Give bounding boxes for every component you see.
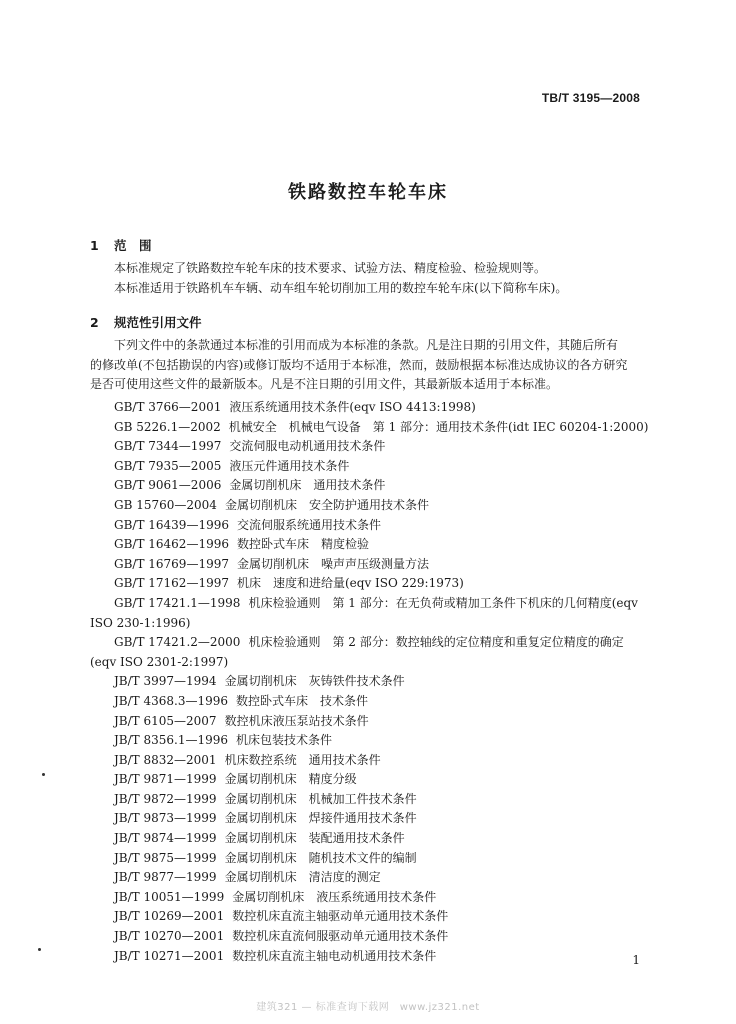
reference-title: 数控机床直流主轴电动机通用技术条件 [232,948,437,963]
reference-title: 液压元件通用技术条件 [229,458,350,473]
reference-code: JB/T 8356.1—1996 [114,733,229,748]
reference-title: 机床 速度和进给量(eqv ISO 229:1973) [236,576,464,591]
reference-title: 金属切削机床 液压系统通用技术条件 [232,889,437,904]
reference-title: 机床包装技术条件 [236,733,333,748]
reference-item [90,437,660,457]
reference-title: 金属切削机床 噪声声压级测量方法 [236,556,429,571]
reference-item [90,574,660,594]
intro-line: 下列文件中的条款通过本标准的引用而成为本标准的条款。凡是注日期的引用文件，其随后所有 [114,338,619,352]
reference-item [90,790,660,810]
reference-item [90,535,660,555]
reference-title: 机床检验通则 第 2 部分：数控轴线的定位精度和重复定位精度的确定 [248,635,624,650]
reference-title: 金属切削机床 焊接件通用技术条件 [224,811,417,826]
reference-title: 机床数控系统 通用技术条件 [224,752,381,767]
reference-title-continuation: (eqv ISO 2301-2:1997) [90,654,229,669]
reference-title: 金属切削机床 精度分级 [224,772,357,787]
reference-item [90,516,660,536]
reference-code: JB/T 9875—1999 [114,850,217,865]
reference-code: GB/T 7344—1997 [114,439,222,454]
scan-dot [42,773,45,776]
reference-item [90,731,660,751]
section-1-paragraph: 本标准规定了铁路数控车轮车床的技术要求、试验方法、精度检验、检验规则等。 [114,261,547,275]
reference-code: JB/T 10051—1999 [114,889,225,904]
reference-title: 金属切削机床 装配通用技术条件 [224,831,405,846]
reference-code: GB/T 17421.1—1998 [114,595,241,610]
reference-item [90,907,660,927]
reference-code: GB 5226.1—2002 [114,419,221,434]
reference-title: 交流伺服系统通用技术条件 [236,517,381,532]
section-2-number: 2 [90,315,99,330]
reference-code: GB/T 16769—1997 [114,556,229,571]
section-1-paragraph: 本标准适用于铁路机车车辆、动车组车轮切削加工用的数控车轮车床(以下简称车床)。 [114,280,568,295]
reference-item [90,809,660,829]
reference-title: 机械安全 机械电气设备 第 1 部分：通用技术条件(idt IEC 60204-1:2000) [228,419,649,434]
standard-code: TB/T 3195—2008 [541,91,640,105]
reference-title: 金属切削机床 安全防护通用技术条件 [224,497,429,512]
reference-title: 液压系统通用技术条件(eqv ISO 4413:1998) [229,400,476,414]
reference-code: JB/T 4368.3—1996 [114,693,229,708]
reference-item [90,712,660,732]
intro-line: 是否可使用这些文件的最新版本。凡是不注日期的引用文件，其最新版本适用于本标准。 [90,377,559,391]
reference-title: 金属切削机床 清洁度的测定 [224,870,381,885]
reference-code: GB/T 16439—1996 [114,517,229,532]
reference-title: 交流伺服电动机通用技术条件 [229,439,386,454]
reference-code: JB/T 10269—2001 [114,909,225,924]
reference-title-continuation: ISO 230-1:1996) [90,615,191,630]
reference-code: JB/T 9874—1999 [114,831,217,846]
reference-code: GB/T 17421.2—2000 [114,635,241,650]
reference-title: 机床检验通则 第 1 部分：在无负荷或精加工条件下机床的几何精度(eqv [248,595,638,610]
section-1-body [90,259,650,298]
reference-code: JB/T 10270—2001 [114,929,225,944]
section-2-intro [90,336,660,395]
reference-title: 数控机床直流伺服驱动单元通用技术条件 [232,929,449,944]
reference-item [90,888,660,908]
section-1-heading [90,236,152,254]
section-2-title: 规范性引用文件 [114,315,202,330]
reference-code: JB/T 8832—2001 [114,752,217,767]
intro-line: 的修改单(不包括勘误的内容)或修订版均不适用于本标准，然而，鼓励根据本标准达成协议的各方研究 [90,357,628,372]
reference-item [90,829,660,849]
reference-item [90,672,660,692]
reference-item [90,849,660,869]
reference-code: JB/T 6105—2007 [114,713,217,728]
reference-code: GB 15760—2004 [114,497,217,512]
reference-code: GB/T 16462—1996 [114,537,229,552]
reference-code: JB/T 9873—1999 [114,811,217,826]
reference-item [90,418,660,438]
reference-code: GB/T 9061—2006 [114,478,222,493]
reference-item [90,692,660,712]
reference-item [90,457,660,477]
reference-title: 数控机床直流主轴驱动单元通用技术条件 [232,909,449,924]
reference-code: JB/T 3997—1994 [114,674,217,689]
reference-title: 数控卧式车床 精度检验 [236,537,369,552]
document-title: 铁路数控车轮车床 [288,182,448,203]
section-1-number: 1 [90,238,99,253]
reference-code: GB/T 3766—2001 [114,400,222,414]
reference-title: 金属切削机床 灰铸铁件技术条件 [224,674,405,689]
reference-item [90,496,660,516]
reference-title: 数控卧式车床 技术条件 [236,693,369,708]
reference-item [90,633,660,672]
reference-title: 金属切削机床 随机技术文件的编制 [224,850,417,865]
reference-item [90,751,660,771]
reference-code: JB/T 9872—1999 [114,791,217,806]
footer-watermark: 建筑321 — 标准查询下载网 www.jz321.net [256,1002,480,1013]
reference-item [90,398,660,418]
reference-list [90,398,660,966]
reference-item [90,555,660,575]
scan-dot [38,948,41,951]
reference-item [90,868,660,888]
reference-item [90,594,660,633]
reference-item [90,947,660,967]
section-1-title: 范 围 [114,238,152,253]
reference-title: 数控机床液压泵站技术条件 [224,713,369,728]
reference-code: GB/T 17162—1997 [114,576,229,591]
reference-item [90,927,660,947]
reference-title: 金属切削机床 通用技术条件 [229,478,386,493]
reference-title: 金属切削机床 机械加工件技术条件 [224,791,417,806]
reference-item [90,476,660,496]
reference-item [90,770,660,790]
section-2-heading [90,313,202,331]
reference-code: JB/T 9871—1999 [114,772,217,787]
reference-code: JB/T 9877—1999 [114,870,217,885]
reference-code: GB/T 7935—2005 [114,458,222,473]
reference-code: JB/T 10271—2001 [114,948,225,963]
page-number: 1 [632,953,640,967]
